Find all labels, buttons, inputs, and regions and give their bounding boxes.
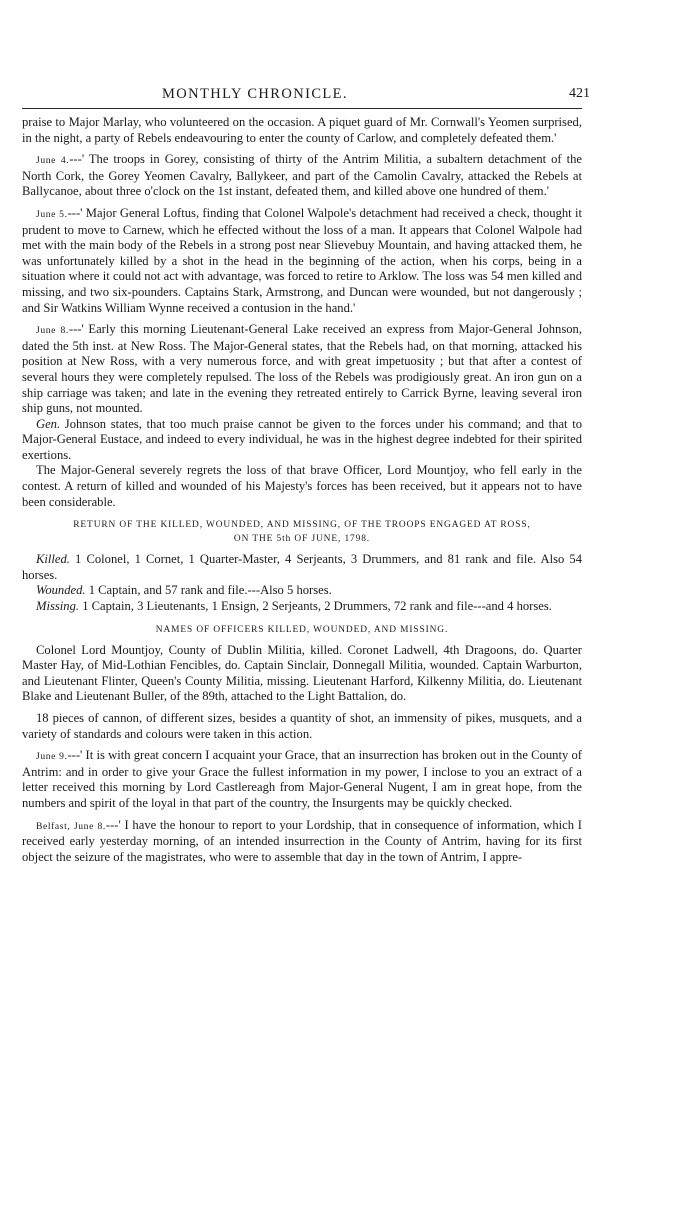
running-head [22, 82, 590, 109]
paragraph-june-8 [22, 322, 582, 417]
paragraph-mountjoy [22, 463, 582, 510]
return-heading [22, 518, 582, 546]
date-label: Belfast, June 8. [36, 820, 106, 832]
date-label: June 8. [36, 325, 69, 337]
page-number: 421 [569, 86, 590, 101]
missing-entry [22, 599, 582, 615]
paragraph-text: ---' The troops in Gorey, consisting of thirty of the Antrim Militia, a subaltern detachment of the North Cork, the Gorey Yeomen Cavalry, Ballykeer, and part of the Camolin Cavalry, attacked the Rebels at Ballycanoe, about three o'clock on the 1st instant, defeated them, and killed above one hundred of them.' [22, 152, 582, 199]
paragraph-text: Colonel Lord Mountjoy, County of Dublin Militia, killed. Coronet Ladwell, 4th Dragoons, do. Quarter Master Hay, of Mid-Lothian Fencibles, do. Captain Sinclair, Donnegall Militia, wounded. Captain Warburton, and Lieutenant Flinter, Queen's County Militia, missing. Lieutenant Harford, Kilkenny Militia, do. Lieutenant Blake and Lieutenant Buller, of the 89th, attached to the Light Battalion, do. [22, 642, 582, 704]
wounded-entry [22, 583, 582, 599]
paragraph-june-9 [22, 748, 582, 811]
paragraph-text: ---' Early this morning Lieutenant-General Lake received an express from Major-General Johnson, dated the 5th inst. at New Ross. The Major-General states, that the Rebels had, on that morning, attacked his position at New Ross, with a very numerous force, and with great impetuosity ; but that after a contest of several hours they were completely repulsed. The loss of the Rebels was prodigiously great. An iron gun on a ship carriage was taken; and late in the evening they retreated entirely to Carrick Byrne, leaving several iron ship guns, not mounted. [22, 322, 582, 416]
paragraph-text: ---' Major General Loftus, finding that Colonel Walpole's detachment had received a check, thought it prudent to move to Carnew, which he effected without the loss of a man. It appears that Colonel Walpole had met with the main body of the Rebels in a strong post near Slievebuy Mountain, and having attacked them, he was unfortunately killed by a shot in the head in the beginning of the action, when his corps, being in a situation where it could not act with advantage, was forced to retire to Arklow. The loss was 54 men killed and missing, and two six-pounders. Captains Stark, Armstrong, and Duncan were wounded, but not dangerously ; and Sir Watkins William Wynne received a contusion in the hand.' [22, 205, 582, 315]
paragraph-marlay [22, 115, 582, 146]
paragraph-june-5 [22, 206, 582, 316]
document-page [22, 82, 590, 865]
paragraph-text: praise to Major Marlay, who volunteered on the occasion. A piquet guard of Mr. Cornwall's Yeomen surprised, in the night, a party of Rebels endeavouring to enter the county of Carlow, and completely defeated them.' [22, 115, 582, 145]
return-heading-line-1: RETURN OF THE KILLED, WOUNDED, AND MISSING, OF THE TROOPS ENGAGED AT ROSS, [73, 520, 531, 531]
paragraph-text: 18 pieces of cannon, of different sizes, besides a quantity of shot, an immensity of pikes, musquets, and a variety of standards and colours were taken in this action. [22, 711, 582, 741]
date-label: June 4. [36, 155, 70, 167]
wounded-text: 1 Captain, and 57 rank and file.---Also 5 horses. [85, 583, 332, 598]
missing-text: 1 Captain, 3 Lieutenants, 1 Ensign, 2 Serjeants, 2 Drummers, 72 rank and file---and 4 horses. [79, 599, 552, 614]
paragraph-officers [22, 643, 582, 705]
paragraph-text: Johnson states, that too much praise cannot be given to the forces under his command; and that to Major-General Eustace, and indeed to every individual, he was in the highest degree indebted for their spirited exertions. [22, 416, 582, 462]
return-heading-line-2: ON THE 5th OF JUNE, 1798. [233, 534, 371, 545]
killed-label: Killed. [36, 552, 70, 567]
paragraph-cannon [22, 711, 582, 742]
paragraph-june-4 [22, 152, 582, 200]
officers-heading: NAMES OF OFFICERS KILLED, WOUNDED, AND MISSING. [155, 624, 449, 635]
date-label: June 9. [36, 751, 68, 763]
wounded-label: Wounded. [36, 583, 86, 598]
paragraph-text: The Major-General severely regrets the loss of that brave Officer, Lord Mountjoy, who fell early in the contest. A return of killed and wounded of his Majesty's forces has been received, but it appears not to have been considerable. [22, 463, 582, 509]
killed-text: 1 Colonel, 1 Cornet, 1 Quarter-Master, 4 Serjeants, 3 Drummers, and 81 rank and file. Also 54 horses. [22, 552, 582, 582]
date-label: June 5. [36, 208, 68, 220]
paragraph-text: ---' It is with great concern I acquaint your Grace, that an insurrection has broken out in the County of Antrim: and in order to give your Grace the fullest information in my power, I inclose to you an extract of a letter received this morning by Lord Castlereagh from Major-General Nugent, I am in great hope, from the numbers and spirit of the loyal in that part of the country, the Insurgents may be quickly checked. [22, 748, 582, 810]
missing-label: Missing. [36, 599, 80, 614]
paragraph-johnson [22, 417, 582, 464]
paragraph-text: ---' I have the honour to report to your Lordship, that in consequence of information, which I received early yesterday morning, of an intended insurrection in the County of Antrim, having for its first object the seizure of the magistrates, who were to assemble that day in the town of Antrim, I appre- [22, 817, 582, 864]
paragraph-belfast [22, 818, 582, 866]
running-title: MONTHLY CHRONICLE. [162, 86, 348, 102]
italic-label: Gen. [36, 416, 61, 431]
killed-entry [22, 552, 582, 583]
